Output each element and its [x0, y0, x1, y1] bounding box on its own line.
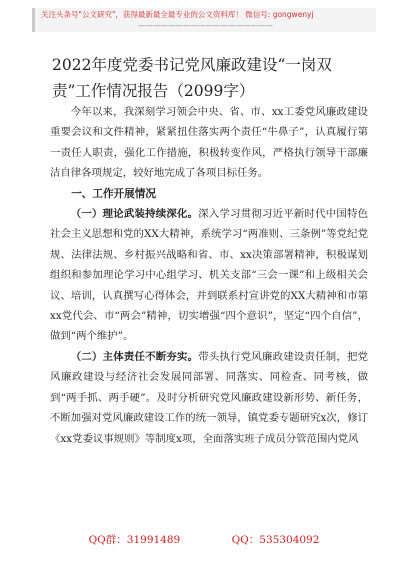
intro-paragraph: 今年以来，我深刻学习领会中央、省、市、xx工委党风廉政建设重要会议和文件精神，紧紧扭住落实两个责任“牛鼻子”，认真履行第一责任人职责，强化工作措施，积极转变作风，严格执行领导干部廉洁自律各项规定，较好地完成了各项目标任务。: [50, 106, 368, 180]
item-paragraph-2: [50, 347, 368, 449]
item-heading-2: （二）主体责任不断夯实。: [70, 350, 199, 363]
document-body: [50, 102, 368, 449]
item-text-1: 深入学习贯彻习近平新时代中国特色社会主义思想和党的XX大精神，系统学习“两准则、三条例”等党纪党规、法律法规、乡村振兴战略和省、市、xx决策部署精神，积极谋划组织和参加理论学习中心组学习、机关支部“三会一课”和上级相关会议、培训，认真撰写心得体会，并到联系村宣讲党的XX大精神和市第xx党代会、市“两会”精神，切实增强“四个意识”，坚定“四个自信”，做到“两个维护”。: [50, 208, 369, 343]
footer-contact: [0, 532, 408, 547]
section-heading: 一、工作开展情况: [71, 187, 156, 200]
banner-divider: ——————————————————: [138, 21, 273, 30]
item-text-2: 带头执行党风廉政建设责任制，把党风廉政建设与经济社会发展同部署、同落实、同检查、同考核，做到“两手抓、两手硬”。及时分析研究党风廉政建设新形势、新任务，不断加强对党风廉政建设工作的统一领导，镇党委专题研究x次，修订《xx党委议事规则》等制度x项，全面落实班子成员分管范围内党风: [50, 350, 369, 445]
document-title: 2022年度党委书记党风廉政建设“一岗双责”工作情况报告（2099字）: [52, 56, 332, 100]
item-heading-1: （一）理论武装持续深化。: [70, 208, 199, 221]
header-banner: [32, 8, 376, 32]
footer-qq-group: QQ群：31991489: [88, 534, 181, 546]
banner-text: 关注头条号"公文研究"，获得最新最全最专业的公文资料库！ 微信号: gongwenyj: [41, 10, 314, 19]
item-paragraph-1: [50, 204, 368, 347]
footer-qq: QQ：535304092: [231, 534, 320, 546]
